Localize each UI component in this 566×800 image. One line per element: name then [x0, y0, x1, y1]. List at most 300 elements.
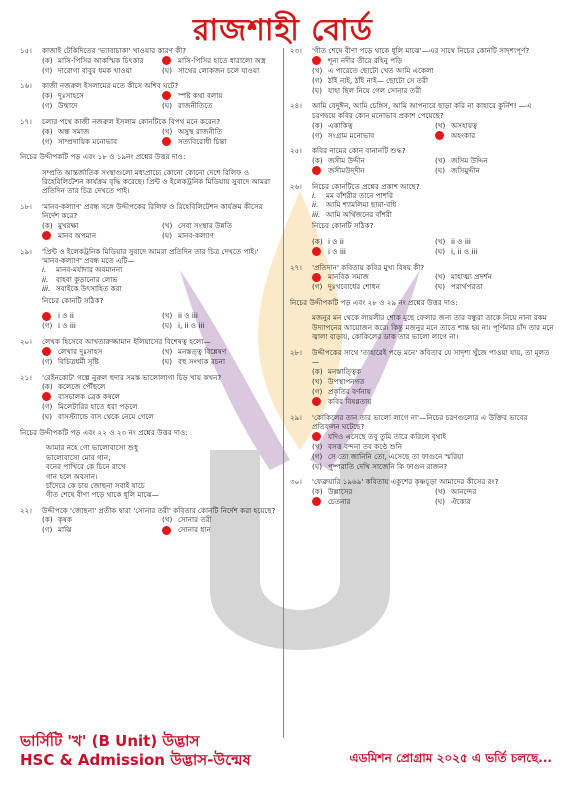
- answer-mark-icon: [162, 91, 171, 100]
- option-label: (ঘ): [312, 85, 323, 95]
- option-text: i ও iii: [328, 246, 346, 256]
- option: [312, 377, 554, 387]
- option: [312, 367, 554, 377]
- option-label: (খ): [312, 65, 323, 75]
- option-label: (খ): [162, 346, 173, 356]
- option-text: অসহায়ত্ব: [451, 120, 478, 130]
- option: [162, 221, 278, 231]
- option-text: বাসচালক ব্রেক কষলে: [58, 392, 121, 402]
- option-text: যাহা ছিল নিয়ে গেল সোনার তরী: [328, 85, 422, 95]
- option: [312, 65, 554, 75]
- option-text: বসত্ত বন্দনা তব কণ্ঠে শুনি: [328, 441, 402, 451]
- question-q16: [20, 81, 278, 110]
- option-label: (গ): [312, 75, 323, 85]
- option-text: মুখরক্ষা: [58, 220, 79, 230]
- question-q23: [290, 46, 554, 95]
- option-label: (খ): [435, 236, 446, 246]
- option: [312, 130, 431, 140]
- statement: [42, 265, 278, 274]
- option: [162, 91, 278, 101]
- option-text: মাঝি: [58, 525, 72, 535]
- option: [162, 126, 278, 136]
- question-q24: [290, 101, 554, 140]
- question-q17: [20, 117, 278, 146]
- option-label: (ঘ): [42, 412, 53, 422]
- statement-text: আমি শ্যামলিমা ছায়া-বধি: [326, 200, 397, 210]
- option-label: (ক): [42, 91, 53, 101]
- option-label: (ঘ): [162, 65, 173, 75]
- option: [42, 321, 158, 331]
- question-text: কাজী নজরুল ইসলামের মতে কীসে অশিব ঘটে?: [42, 81, 179, 91]
- options-grid: [20, 55, 278, 75]
- question-q27: [290, 263, 554, 292]
- stimulus-instruction: নিচের উদ্দীপকটি পড় এবং ১৮ ও ১৯নং প্রশ্নের উত্তর দাও:: [20, 152, 186, 162]
- statement-prompt: নিচের কোনটি সঠিক?: [312, 221, 374, 231]
- question-number: ২২।: [20, 505, 32, 515]
- option-text: ঠাঁই নাই, ঠাঁই নাই— ছোটো সে তরী: [328, 75, 429, 85]
- option: [162, 321, 278, 331]
- statement: [312, 191, 554, 200]
- option-text: মানব অপমান: [58, 230, 97, 240]
- options-grid: [290, 487, 554, 507]
- question-text: 'কোকিলের তান তার ভালো লাগে না'—নিচের চরণগুলোর এ উক্তির ভাবের প্রতিফলন ঘটেছে?: [312, 412, 528, 431]
- option: [312, 120, 431, 130]
- option: [42, 136, 158, 146]
- question-text: 'রেইনকোট' গল্পে নুরুল হুদার সমস্ত ভালোলাগা চিড় খায় কখন?: [42, 372, 222, 382]
- option-text: মনস্তাত্ত্বিক: [328, 366, 362, 376]
- question-header: [20, 247, 278, 266]
- statement-text: মানব-মর্যাদার অবমাননা: [56, 265, 123, 275]
- question-text: উদ্দীপকের সাথে 'তাহারেই পড়ে মনে' কবিতার যে সাদৃশ্য খুঁজে পাওয়া যায়, তা মূলত—: [312, 347, 550, 367]
- option-label: (ঘ): [435, 497, 446, 507]
- question-q21: [20, 373, 278, 422]
- question-header: [20, 46, 278, 55]
- option-label: (খ): [435, 155, 446, 165]
- option: [42, 221, 158, 231]
- option-label: (গ): [42, 525, 53, 535]
- options-grid: [290, 156, 554, 176]
- question-text: কাজাই টেকিদিতের 'ভ্যাবাচাকা' খাওয়ার কারণ কী?: [42, 46, 187, 55]
- question-header: [290, 413, 554, 432]
- question-header: [20, 81, 278, 90]
- option-text: রাজনীতিতে: [178, 101, 213, 111]
- stimulus-passage: সম্প্রতি আন্তর্জাতিক সংস্থাগুলো মধ্যপ্রাচ্যে কোনো কোনো দেশে রিলিফ ও রিহেবিলিটেশন কার্যক্রম বৃদ্ধি করেছে। প্রিন্ট ও ইলেকট্রনিক মিডিয়ায় সুবাদে আমরা প্রতিদিন তার চিত্র দেখতে পাই।: [42, 167, 271, 196]
- question-text: লেখক হিসেবে আখতারুজ্জামান ইলিয়াসের বিশেষত্ব হলো—: [42, 337, 211, 347]
- option-text: জসিম উদ্দিন: [451, 155, 488, 165]
- option: [435, 130, 554, 140]
- option: [435, 497, 554, 507]
- option: [312, 397, 554, 407]
- option-text: সে তো জানিনি তো, এসেছে তা ফাগুনে স্মরিয়া: [328, 451, 464, 461]
- options-grid: [20, 347, 278, 367]
- question-text: আমি বেদুঈন, আমি চেঙ্গিস, আমি আপনারে ছাড়া করি না কাহারে কুর্নিশ! —এ চরণদ্বয়ে কবির কোন মনোভাব প্রকাশ পেয়েছে?: [312, 101, 532, 120]
- option: [42, 91, 158, 101]
- option-text: ii ও iii: [451, 236, 471, 246]
- answer-mark-icon: [162, 526, 171, 535]
- option-label: (ক): [42, 55, 53, 65]
- statement-text: মম বাঁশরীর তানে পাশরি: [326, 191, 394, 201]
- options-grid: [20, 515, 278, 535]
- question-number: ২৫।: [290, 146, 302, 156]
- options-grid: [290, 272, 554, 292]
- option-label: (ঘ): [162, 101, 173, 111]
- option-text: সোনার ধান: [178, 525, 211, 535]
- option-text: দুঃসাহসে: [58, 91, 84, 101]
- option-label: (ঘ): [312, 461, 323, 471]
- option-label: (ক): [312, 120, 323, 130]
- right-column: [290, 46, 554, 513]
- question-header: [20, 117, 278, 126]
- option-label: (গ): [312, 130, 323, 140]
- question-header: [20, 373, 278, 382]
- option: [42, 382, 278, 392]
- option-text: i ও ii: [328, 236, 344, 246]
- option: [435, 120, 554, 130]
- answer-mark-icon: [312, 247, 321, 256]
- answer-mark-icon: [312, 397, 321, 406]
- statement-label: ii.: [312, 200, 319, 210]
- option-text: কবির বিষণ্ণতায়: [328, 396, 372, 406]
- option-text: শূন্য নদীর তীরে রহিনু পড়ি: [328, 55, 403, 65]
- answer-mark-icon: [312, 56, 321, 65]
- option-label: (ঘ): [435, 282, 446, 292]
- question-header: [20, 202, 278, 221]
- option: [312, 431, 554, 441]
- answer-mark-icon: [312, 273, 321, 282]
- option: [42, 392, 278, 402]
- option-text: স্পষ্ট কথা বলায়: [178, 91, 223, 101]
- answer-mark-icon: [42, 312, 51, 321]
- question-number: ২৭।: [290, 262, 302, 272]
- option-label: (ক): [42, 515, 53, 525]
- left-column: [20, 46, 278, 541]
- question-q30: [290, 477, 554, 506]
- option: [312, 387, 554, 397]
- option-label: (ক): [42, 126, 53, 136]
- option-text: প্রকৃতির বর্ণনায়: [328, 386, 372, 396]
- option-label: (খ): [162, 220, 173, 230]
- stimulus-instruction: নিচের উদ্দীপকটি পড় এবং ২৮ ও ২৯ নং প্রশ্নের উত্তর দাও:: [290, 298, 458, 308]
- option-text: আনন্দের: [451, 487, 477, 497]
- option-text: জসিমুদ্দীন: [451, 165, 480, 175]
- question-number: ২৩।: [290, 46, 302, 55]
- question-q22: [20, 506, 278, 535]
- answer-mark-icon: [312, 497, 321, 506]
- question-header: [290, 477, 554, 486]
- option-label: (গ): [42, 321, 53, 331]
- option: [312, 487, 431, 497]
- statement-prompt: নিচের কোনটি সঠিক?: [42, 295, 104, 305]
- question-text: চলার পথে কাজী নজরুল ইসলাম কোনটিকে বিপথ মনে করেন?: [42, 116, 221, 126]
- question-header: [20, 337, 278, 346]
- option-label: (ক): [312, 487, 323, 497]
- statement: [42, 284, 278, 293]
- option: [435, 282, 554, 292]
- option: [42, 311, 158, 321]
- option-text: ঐক্যের: [451, 497, 471, 507]
- option: [312, 55, 554, 65]
- option: [312, 282, 431, 292]
- options-grid: [290, 367, 554, 407]
- option-label: (গ): [312, 386, 323, 396]
- option-text: কৃষক: [58, 515, 73, 525]
- question-q19: [20, 247, 278, 331]
- options-grid: [290, 237, 554, 257]
- question-header: [290, 348, 554, 367]
- option-label: (ক): [312, 366, 323, 376]
- option: [312, 166, 431, 176]
- question-number: ২৯।: [290, 412, 302, 422]
- option-text: অসুস্থ রাজনীতি: [178, 126, 223, 136]
- footer-right: এডমিশন প্রোগ্রাম ২০২৫ এ ভর্তি চলছে...: [349, 751, 552, 765]
- options-grid: [20, 382, 278, 422]
- option-label: (খ): [312, 441, 323, 451]
- question-q18: [20, 202, 278, 241]
- answer-mark-icon: [435, 131, 444, 140]
- question-number: ২০।: [20, 337, 32, 347]
- option: [42, 65, 158, 75]
- option: [42, 231, 158, 241]
- option-text: লেখার দুঃসাহস: [58, 346, 103, 356]
- options-grid: [20, 91, 278, 111]
- question-text: 'ফেব্রুয়ারি ১৯৬৯' কবিতায় একুশের কৃষ্ণচূড়া আমাদের কীসের রং?: [312, 477, 499, 487]
- option-text: সোনার তরী: [178, 515, 212, 525]
- question-number: ২৮।: [290, 347, 302, 357]
- question-header: [20, 506, 278, 515]
- option-text: i, ii ও iii: [451, 246, 478, 256]
- option: [162, 525, 278, 535]
- statement-text: সবাইকে উৎসাহিত করা: [56, 284, 122, 294]
- statement-label: i.: [42, 265, 47, 275]
- option-text: i ও iii: [58, 321, 76, 331]
- option-text: দারোগা বাবুর ধমক খাওয়া: [58, 65, 132, 75]
- option-label: (খ): [162, 515, 173, 525]
- option-text: মিলেটারির হাতে ধরা পড়লে: [58, 402, 138, 412]
- option-text: মানব-কল্যাণ: [178, 230, 214, 240]
- question-q28: [290, 348, 554, 407]
- option: [42, 525, 158, 535]
- answer-mark-icon: [312, 166, 321, 175]
- option-text: জসীম উদ্দীন: [328, 155, 365, 165]
- answer-mark-icon: [162, 56, 171, 65]
- option-text: মনস্তত্ত্ব বিশ্লেষণ: [178, 346, 227, 356]
- option-text: উপস্থাপনগত: [328, 376, 365, 386]
- option-text: মাহাত্ম্য প্রদর্শন: [451, 272, 492, 282]
- option-text: উন্মাদে: [58, 101, 78, 111]
- question-q26: [290, 182, 554, 257]
- option-text: মানবিক সমাজ: [328, 272, 369, 282]
- option: [162, 311, 278, 321]
- option: [162, 231, 278, 241]
- question-text: 'মানব-কল্যাণ' প্রবন্ধ সঙ্গে উদ্দীপকের রিলিফ ও রিহেবিলিটেশন কার্যক্রম কীসের নির্দেশ করে?: [42, 201, 263, 221]
- page-title: রাজশাহী বোর্ড: [193, 13, 373, 48]
- question-number: ৩০।: [290, 477, 302, 487]
- option-label: (গ): [42, 402, 53, 412]
- option-text: ii ও iii: [178, 311, 198, 321]
- option: [312, 461, 554, 471]
- statement-list: [290, 191, 554, 231]
- option: [162, 357, 278, 367]
- question-q20: [20, 337, 278, 366]
- option-text: দুঃখবোধের শোধন: [328, 282, 381, 292]
- option: [312, 441, 554, 451]
- option: [42, 126, 158, 136]
- options-grid: [20, 311, 278, 331]
- option-label: (ঘ): [162, 356, 173, 366]
- option: [312, 497, 431, 507]
- question-header: [290, 182, 554, 191]
- option-label: (ঘ): [435, 246, 446, 256]
- answer-mark-icon: [162, 137, 171, 146]
- option: [312, 247, 431, 257]
- option-label: (গ): [42, 101, 53, 111]
- question-text: কবির নামের কোন বানানটি শুদ্ধ?: [312, 146, 406, 156]
- poem-line: চাঁদেরে কে চায় জোছনা সবাই যাচে: [46, 480, 145, 490]
- option-text: চেতনার: [328, 497, 351, 507]
- options-grid: [20, 221, 278, 241]
- option-label: (খ): [435, 272, 446, 282]
- question-number: ২৪।: [290, 101, 302, 111]
- option: [162, 101, 278, 111]
- option: [162, 65, 278, 75]
- question-number: ১৯।: [20, 246, 32, 256]
- question-number: ১৬।: [20, 81, 32, 91]
- option-text: সংগ্রাম মনোভাব: [328, 130, 375, 140]
- statement-label: ii.: [42, 274, 49, 284]
- options-grid: [20, 126, 278, 146]
- option: [42, 357, 158, 367]
- option-text: অন্ধ সমাজ: [58, 126, 90, 136]
- option-text: i, ii ও iii: [178, 321, 205, 331]
- options-grid: [290, 120, 554, 140]
- option-text: i ও ii: [58, 311, 74, 321]
- question-text: নিচের কোনটিতে প্রশ্নের প্রকাশ আছে?: [312, 181, 420, 191]
- statement: [312, 200, 554, 209]
- question-number: ২১।: [20, 372, 32, 382]
- question-text: উদ্দীপকে 'জোছনা' প্রতীক দ্বারা 'সোনার তরী' কবিতার কোনটি নির্দেশ করা হয়েছে?: [42, 505, 276, 515]
- option-label: (ক): [312, 155, 323, 165]
- stimulus-passage: মজনুর মন থেকে লায়লীর শোক মুছে ফেলার জন্য তার বন্ধুরা তাকে নিয়ে নানা রকম উদ্যাপনের আয়োজন করে। কিন্তু মজনুর মনে তাতে শান্ত হয় না। পূর্ণিমার চাঁদ তার মনে জ্বালা বাড়ায়, কোকিলের ডাক তার ভালো লাগে না।: [312, 313, 554, 342]
- statement: [312, 210, 554, 219]
- option: [435, 166, 554, 176]
- column-divider: [283, 48, 284, 738]
- option: [435, 247, 554, 257]
- option-text: পুষ্পরাতি দেখি সাজেনি কি ফাগুন রাজন?: [328, 461, 448, 471]
- question-number: ২৬।: [290, 181, 302, 191]
- option-text: সত্যবিরোধী চিন্তা: [178, 136, 227, 146]
- stimulus-instruction: নিচের উদ্দীপকটি পড় এবং ২২ ও ২৩ নং প্রশ্নের উত্তর দাও:: [20, 427, 188, 437]
- poem-line: গীত শেষে বীণা পড়ে থাকে ধূলি মাঝে—: [46, 490, 159, 500]
- answer-mark-icon: [312, 432, 321, 441]
- footer-line-2: HSC & Admission উদ্ভাস-উন্মেষ: [20, 751, 251, 769]
- poem-line: আমার নহে গো ভালোবাসো শুধু: [46, 443, 139, 453]
- question-number: ১৫।: [20, 46, 32, 55]
- option-text: বিচিত্রধর্মী সৃষ্টি: [58, 356, 99, 366]
- option: [312, 75, 554, 85]
- answer-mark-icon: [42, 347, 51, 356]
- option-text: বহু সংখ্যক রচনা: [178, 356, 226, 366]
- option: [312, 451, 554, 461]
- option-text: উল্লাসের: [328, 487, 353, 497]
- option-label: (খ): [435, 120, 446, 130]
- option-label: (খ): [162, 126, 173, 136]
- option: [312, 237, 431, 247]
- statement-label: iii.: [42, 284, 51, 294]
- option-text: এ পারেতে ছোটো খেত আমি একেলা: [328, 65, 434, 75]
- option: [435, 237, 554, 247]
- option-text: অহংকার: [451, 130, 476, 140]
- statement-label: iii.: [312, 209, 321, 219]
- question-header: [290, 263, 554, 272]
- option: [162, 136, 278, 146]
- stimulus-poem: [20, 443, 278, 499]
- footer-left: [20, 732, 251, 770]
- question-header: [290, 146, 554, 155]
- option: [435, 272, 554, 282]
- option: [42, 412, 278, 422]
- option-label: (ঘ): [162, 230, 173, 240]
- option: [42, 347, 158, 357]
- options-grid: [290, 431, 554, 471]
- option-text: মাসি-পিসির আকস্মিক চিৎকার: [58, 55, 144, 65]
- option-label: (খ): [435, 487, 446, 497]
- option: [162, 55, 278, 65]
- statement-label: i.: [312, 191, 317, 201]
- poem-line: গান হলে অবসান।: [46, 471, 98, 481]
- option-text: যদিও এসেছে তবু তুমি তারে করিলে বৃথাই: [328, 431, 447, 441]
- question-header: [290, 101, 554, 120]
- option: [312, 156, 431, 166]
- option: [435, 156, 554, 166]
- question-q29: [290, 413, 554, 472]
- option: [42, 515, 158, 525]
- option-text: একাকিত্ব: [328, 120, 353, 130]
- option-label: (খ): [312, 376, 323, 386]
- statement: [42, 275, 278, 284]
- option: [42, 402, 278, 412]
- poem-line: বনের পাখিরে কে চিনে রাখে: [46, 462, 126, 472]
- statement-text: বাহবা কুড়ানোর লোভ: [56, 274, 118, 284]
- option-text: জসীমউদ্‌দীন: [328, 165, 365, 175]
- option-label: (ঘ): [435, 165, 446, 175]
- option-label: (খ): [162, 311, 173, 321]
- poem-line: ভালোবাসো মোর গান,: [46, 452, 111, 462]
- answer-mark-icon: [42, 392, 51, 401]
- option: [42, 55, 158, 65]
- option-label: (গ): [42, 65, 53, 75]
- option-text: সাম্প্রদায়িক মনোভাব: [58, 136, 118, 146]
- question-q25: [290, 146, 554, 175]
- option-label: (ঘ): [162, 321, 173, 331]
- option-label: (গ): [312, 282, 323, 292]
- option-text: পরার্থপরতা: [451, 282, 483, 292]
- question-number: ১৭।: [20, 116, 32, 126]
- question-number: ১৮।: [20, 201, 32, 211]
- option: [312, 85, 554, 95]
- option-text: কলেজে পৌঁছলে: [58, 382, 106, 392]
- question-text: 'গীত শেষে বীণা পড়ে থাকে ধূলি মাঝে'—এর সাথে নিচের কোনটি সাদৃশ্যপূর্ণ?: [312, 46, 530, 55]
- option-label: (গ): [312, 451, 323, 461]
- option: [312, 272, 431, 282]
- answer-mark-icon: [42, 231, 51, 240]
- option-label: (ক): [42, 220, 53, 230]
- question-q15: [20, 46, 278, 75]
- option-text: সেবা সংস্থার উন্নতি: [178, 220, 233, 230]
- option-text: মাসি-পিসির হাতে ধারালো অস্ত্র: [178, 55, 266, 65]
- option: [435, 487, 554, 497]
- question-text: 'প্রিন্ট ও ইলেকট্রনিক মিডিয়ার সুবাদে আমরা প্রতিদিন তার চিত্র দেখতে পাই।' 'মানব-কল্যাণ' প্রবন্ধ মতে এটি—: [42, 246, 259, 266]
- question-header: [290, 46, 554, 55]
